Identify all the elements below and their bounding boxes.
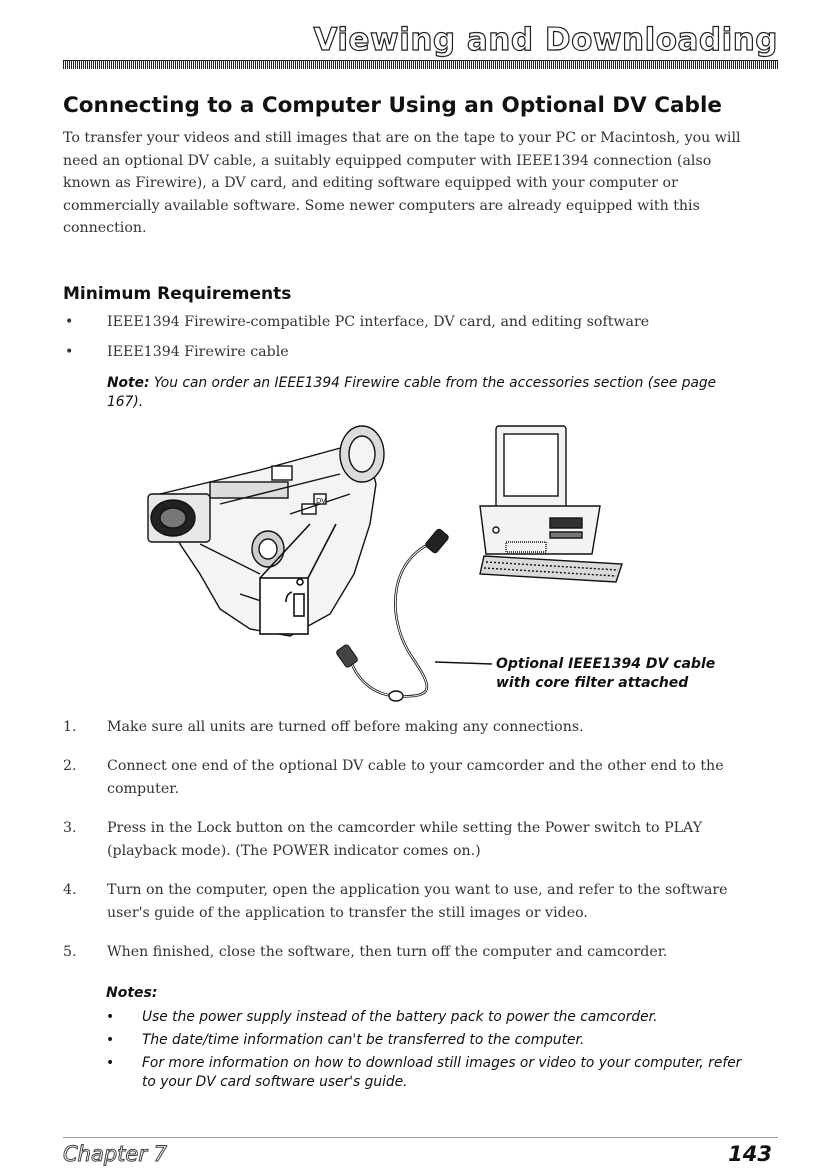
list-item xyxy=(63,755,763,801)
page-number: 143 xyxy=(728,1142,772,1166)
list-item: • For more information on how to download still images or video to your computer, refer to your DV card software user's guide. xyxy=(106,1055,742,1090)
list-item xyxy=(63,716,763,739)
step-text: Turn on the computer, open the application you want to use, and refer to the software user's guide of the application to transfer the still images or video. xyxy=(107,882,728,921)
notes-heading: Notes: xyxy=(106,985,158,1001)
figure-caption xyxy=(496,655,715,693)
footer-rule xyxy=(63,1137,778,1138)
list-item: • The date/time information can't be transferred to the computer. xyxy=(106,1032,585,1048)
note-item-text: The date/time information can't be transferred to the computer. xyxy=(142,1032,585,1048)
step-number: 5. xyxy=(63,944,77,960)
accessories-note xyxy=(107,374,727,412)
caption-line-1: Optional IEEE1394 DV cable xyxy=(496,656,716,672)
list-item: • IEEE1394 Firewire-compatible PC interface, DV card, and editing software xyxy=(65,314,650,330)
computer-illustration xyxy=(480,426,622,582)
step-text: Press in the Lock button on the camcorder while setting the Power switch to PLAY (playback mode). (The POWER indicator comes on.) xyxy=(107,820,703,859)
note-label: Note: xyxy=(107,375,150,391)
requirement-text: IEEE1394 Firewire-compatible PC interface, DV card, and editing software xyxy=(107,314,650,330)
caption-line-2: with core filter attached xyxy=(496,675,689,691)
list-item: • Use the power supply instead of the battery pack to power the camcorder. xyxy=(106,1009,658,1025)
list-item xyxy=(63,817,763,863)
steps-list xyxy=(63,716,763,980)
page-header-title: Viewing and Downloading xyxy=(313,22,778,58)
step-text: When finished, close the software, then turn off the computer and camcorder. xyxy=(107,944,668,960)
list-item: • IEEE1394 Firewire cable xyxy=(65,344,289,360)
note-item-text: For more information on how to download still images or video to your computer, refer to your DV card software user's guide. xyxy=(142,1055,742,1090)
note-text: You can order an IEEE1394 Firewire cable from the accessories section (see page 167). xyxy=(107,375,717,410)
list-item xyxy=(63,879,763,925)
step-number: 3. xyxy=(63,820,77,836)
header-rule xyxy=(63,60,778,69)
note-item-text: Use the power supply instead of the battery pack to power the camcorder. xyxy=(142,1009,658,1025)
camcorder-screen-label: DV xyxy=(316,497,327,505)
step-number: 1. xyxy=(63,719,77,735)
caption-leader-line xyxy=(435,662,492,664)
step-number: 4. xyxy=(63,882,77,898)
section-title: Connecting to a Computer Using an Optional DV Cable xyxy=(63,93,722,118)
intro-paragraph: To transfer your videos and still images that are on the tape to your PC or Macintosh, you will need an optional DV cable, a suitably equipped computer with IEEE1394 connection (also known as Firewire), a DV card, and editing software equipped with your computer or commercially available software. Some newer computers are already equipped with this connection. xyxy=(63,130,741,236)
footer-chapter: Chapter 7 xyxy=(63,1142,167,1166)
list-item xyxy=(63,941,763,964)
step-text: Make sure all units are turned off before making any connections. xyxy=(107,719,584,735)
requirements-heading: Minimum Requirements xyxy=(63,284,292,304)
requirements-list xyxy=(63,314,649,374)
step-number: 2. xyxy=(63,758,77,774)
requirement-text: IEEE1394 Firewire cable xyxy=(107,344,289,360)
notes-list xyxy=(106,1008,746,1096)
step-text: Connect one end of the optional DV cable to your camcorder and the other end to the computer. xyxy=(107,758,724,797)
